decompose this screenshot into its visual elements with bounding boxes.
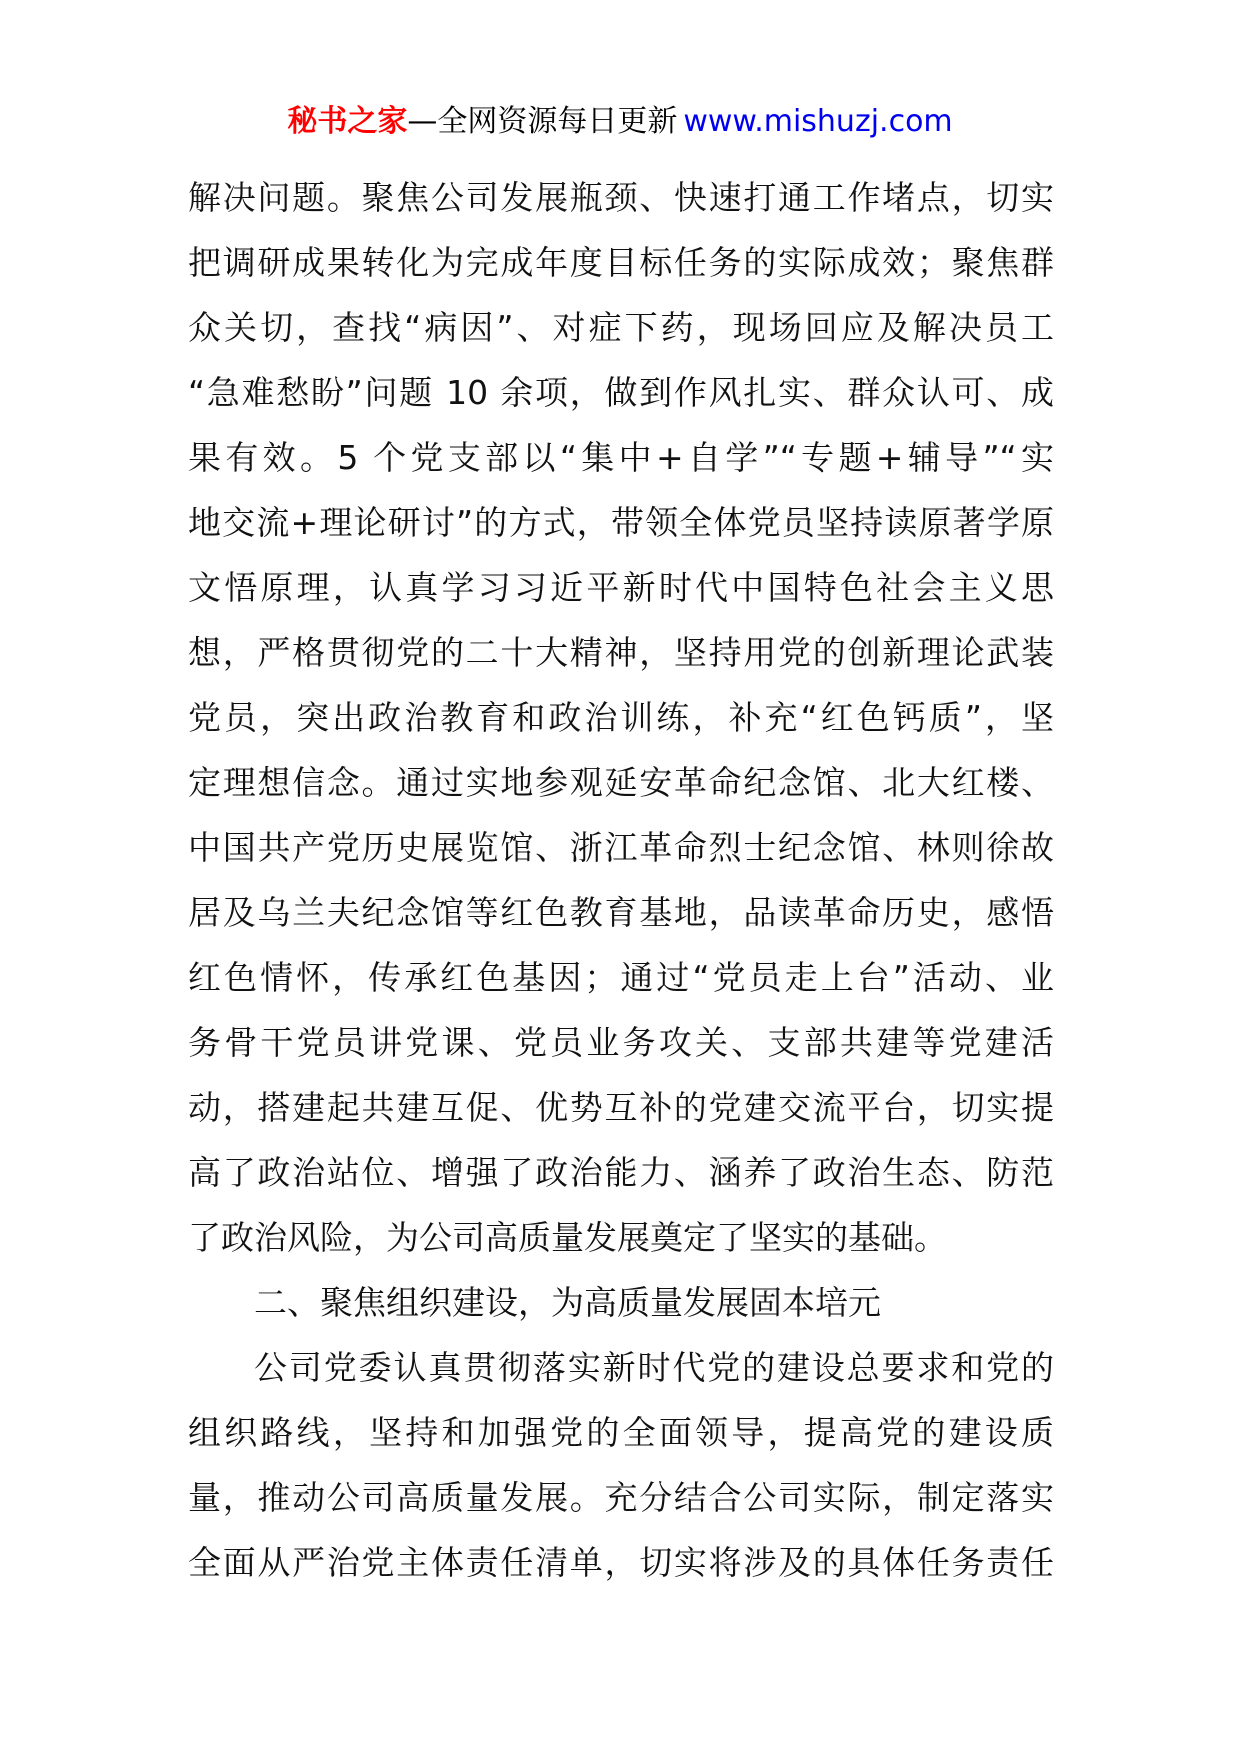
body-line: 量，推动公司高质量发展。充分结合公司实际，制定落实 <box>188 1478 1054 1517</box>
body-line: “急难愁盼”问题 10 余项，做到作风扎实、群众认可、成 <box>188 373 1054 412</box>
body-line: 动，搭建起共建互促、优势互补的党建交流平台，切实提 <box>188 1088 1054 1127</box>
body-line: 定理想信念。通过实地参观延安革命纪念馆、北大红楼、 <box>188 763 1054 802</box>
body-line: 众关切，查找“病因”、对症下药，现场回应及解决员工 <box>188 308 1054 347</box>
body-line: 解决问题。聚焦公司发展瓶颈、快速打通工作堵点，切实 <box>188 178 1054 217</box>
body-line: 全面从严治党主体责任清单，切实将涉及的具体任务责任 <box>188 1543 1054 1582</box>
body-line: 居及乌兰夫纪念馆等红色教育基地，品读革命历史，感悟 <box>188 893 1054 932</box>
site-header <box>0 100 1240 144</box>
section-heading: 二、聚焦组织建设，为高质量发展固本培元 <box>254 1283 881 1322</box>
body-line: 公司党委认真贯彻落实新时代党的建设总要求和党的 <box>254 1348 1054 1387</box>
body-line: 中国共产党历史展览馆、浙江革命烈士纪念馆、林则徐故 <box>188 828 1054 867</box>
body-line: 想，严格贯彻党的二十大精神，坚持用党的创新理论武装 <box>188 633 1054 672</box>
body-line: 文悟原理，认真学习习近平新时代中国特色社会主义思 <box>188 568 1054 607</box>
body-line: 果有效。5 个党支部以“集中+自学”“专题+辅导”“实 <box>188 438 1054 477</box>
body-line: 了政治风险，为公司高质量发展奠定了坚实的基础。 <box>188 1218 947 1257</box>
body-line: 组织路线，坚持和加强党的全面领导，提高党的建设质 <box>188 1413 1054 1452</box>
body-line: 把调研成果转化为完成年度目标任务的实际成效；聚焦群 <box>188 243 1054 282</box>
body-line: 高了政治站位、增强了政治能力、涵养了政治生态、防范 <box>188 1153 1054 1192</box>
body-line: 红色情怀，传承红色基因；通过“党员走上台”活动、业 <box>188 958 1054 997</box>
document-body <box>188 165 1054 1595</box>
body-line: 地交流+理论研讨”的方式，带领全体党员坚持读原著学原 <box>188 503 1054 542</box>
header-tagline: —全网资源每日更新 <box>407 104 678 139</box>
body-line: 党员，突出政治教育和政治训练，补充“红色钙质”，坚 <box>188 698 1054 737</box>
body-line: 务骨干党员讲党课、党员业务攻关、支部共建等党建活 <box>188 1023 1054 1062</box>
brand-name: 秘书之家 <box>287 104 408 139</box>
site-url-link[interactable]: www.mishuzj.com <box>683 104 953 139</box>
